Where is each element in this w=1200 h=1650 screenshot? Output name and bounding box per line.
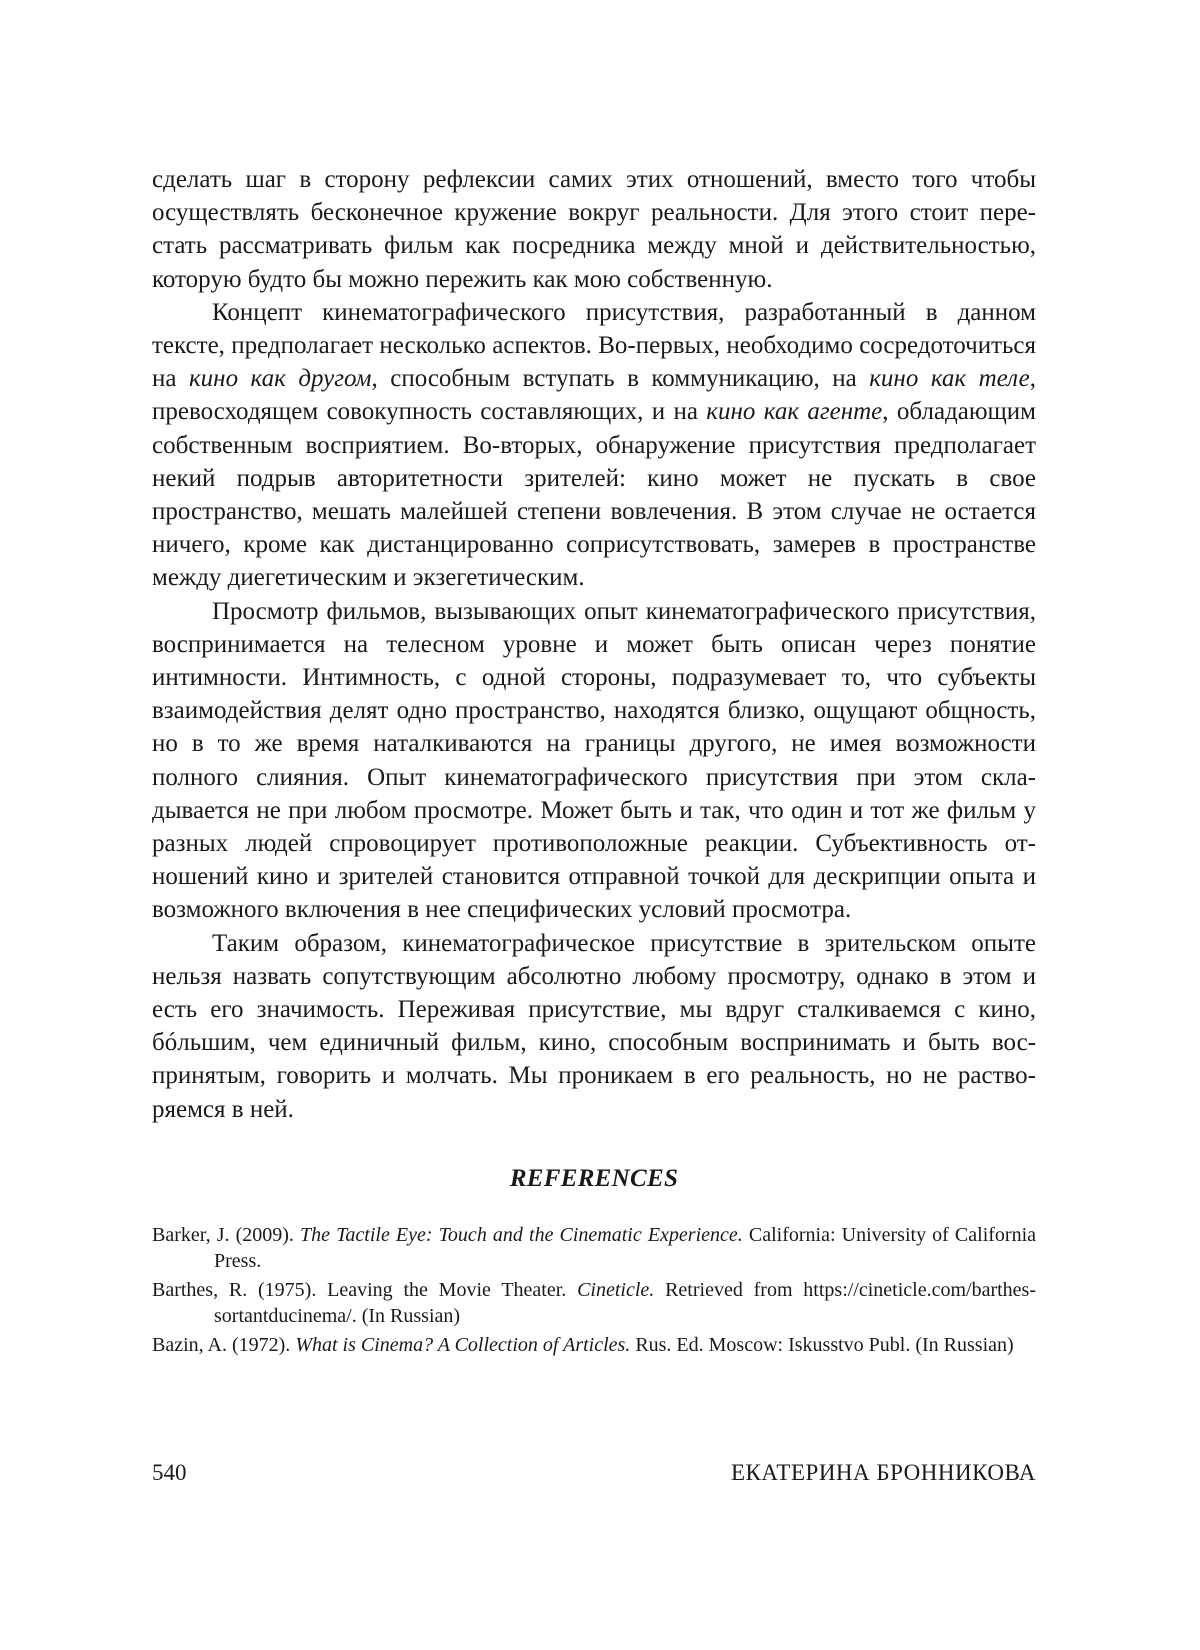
text-segment: Bazin, A. (1972). xyxy=(152,1334,295,1356)
paragraph xyxy=(152,927,1036,1126)
text-segment: Retrieved from https://cineticle.com/barthes-sortantducinema/. (In Russian) xyxy=(214,1279,1036,1327)
text-segment: Barker, J. (2009). xyxy=(152,1224,300,1246)
text-segment: , об­ладающим собственным восприятием. Во-вторых, обнаружение присутствия предполагает некий подрыв авторитетности зрителей: кино может не пускать в свое пространство, мешать малейшей степени вовлечения. В этом случае не остается ничего, кроме как дистанцированно соприсутствовать, замерев в про­странстве между диегетическим и экзегетическим. xyxy=(152,398,1036,591)
text-segment: Barthes, R. (1975). Leaving the Movie Theater. xyxy=(152,1279,577,1301)
text-segment: , превосходящем совокупность составляющих, и на xyxy=(152,365,1036,425)
text-segment: Концепт кинематографического присутствия, разработанный в данном тексте, предполагает несколько аспектов. Во-первых, необходимо сосредото­читься на xyxy=(152,299,1036,392)
italic-text: кино как другом xyxy=(189,365,372,392)
paragraph xyxy=(152,163,1036,296)
italic-text: The Tactile Eye: Touch and the Cinematic Experience. xyxy=(300,1224,743,1246)
page-number: 540 xyxy=(152,1460,187,1486)
text-segment: , способным вступать в коммуникацию, на xyxy=(371,365,869,392)
italic-text: What is Cinema? A Collection of Articles. xyxy=(295,1334,630,1356)
reference-item xyxy=(152,1222,1036,1274)
italic-text: Cineticle. xyxy=(577,1279,654,1301)
reference-item xyxy=(152,1277,1036,1329)
paragraph xyxy=(152,296,1036,595)
references-list xyxy=(152,1222,1036,1361)
references-heading: REFERENCES xyxy=(152,1165,1036,1193)
italic-text: кино как агенте xyxy=(706,398,882,425)
text-segment: Просмотр фильмов, вызывающих опыт кинематографического присут­ствия, воспринимается на телесном уровне и может быть описан через понятие интимности. Интимность, с одной стороны, подразумевает то, что субъекты взаимодействия делят одно пространство, находятся близко, ощущают общ­ность, но в то же время наталкиваются на границы другого, не имея возможно­сти полного слияния. Опыт кинематографического присутствия при этом скла­дывается не при любом просмотре. Может быть и так, что один и тот же фильм у разных людей спровоцирует противоположные реакции. Субъективность от­ношений кино и зрителей становится отправной точкой для дескрипции опыта и возможного включения в нее специфических условий просмотра. xyxy=(152,598,1036,924)
text-segment: сделать шаг в сторону рефлексии самих этих отношений, вместо того чтобы осуществлять бесконечное кружение вокруг реальности. Для этого стоит пере­стать рассматривать фильм как посредника между мной и действительностью, которую будто бы можно пережить как мою собственную. xyxy=(152,166,1036,293)
text-segment: Таким образом, кинематографическое присутствие в зрительском опыте нельзя назвать сопутствующим абсолютно любому просмотру, однако в этом и есть его значимость. Переживая присутствие, мы вдруг сталкиваемся с кино, бóльшим, чем единичный фильм, кино, способным воспринимать и быть вос­принятым, говорить и молчать. Мы проникаем в его реальность, но не раство­ряемся в ней. xyxy=(152,930,1036,1123)
paragraph xyxy=(152,595,1036,927)
text-segment: Rus. Ed. Moscow: Iskusstvo Publ. (In Rus­sian) xyxy=(630,1334,1013,1356)
italic-text: кино как теле xyxy=(869,365,1030,392)
body-text xyxy=(152,163,1036,1126)
running-header-author: ЕКАТЕРИНА БРОННИКОВА xyxy=(731,1460,1036,1486)
text-segment: California: University of Cali­fornia Press. xyxy=(214,1224,1036,1272)
reference-item xyxy=(152,1332,1036,1358)
page-footer xyxy=(152,1460,1036,1490)
